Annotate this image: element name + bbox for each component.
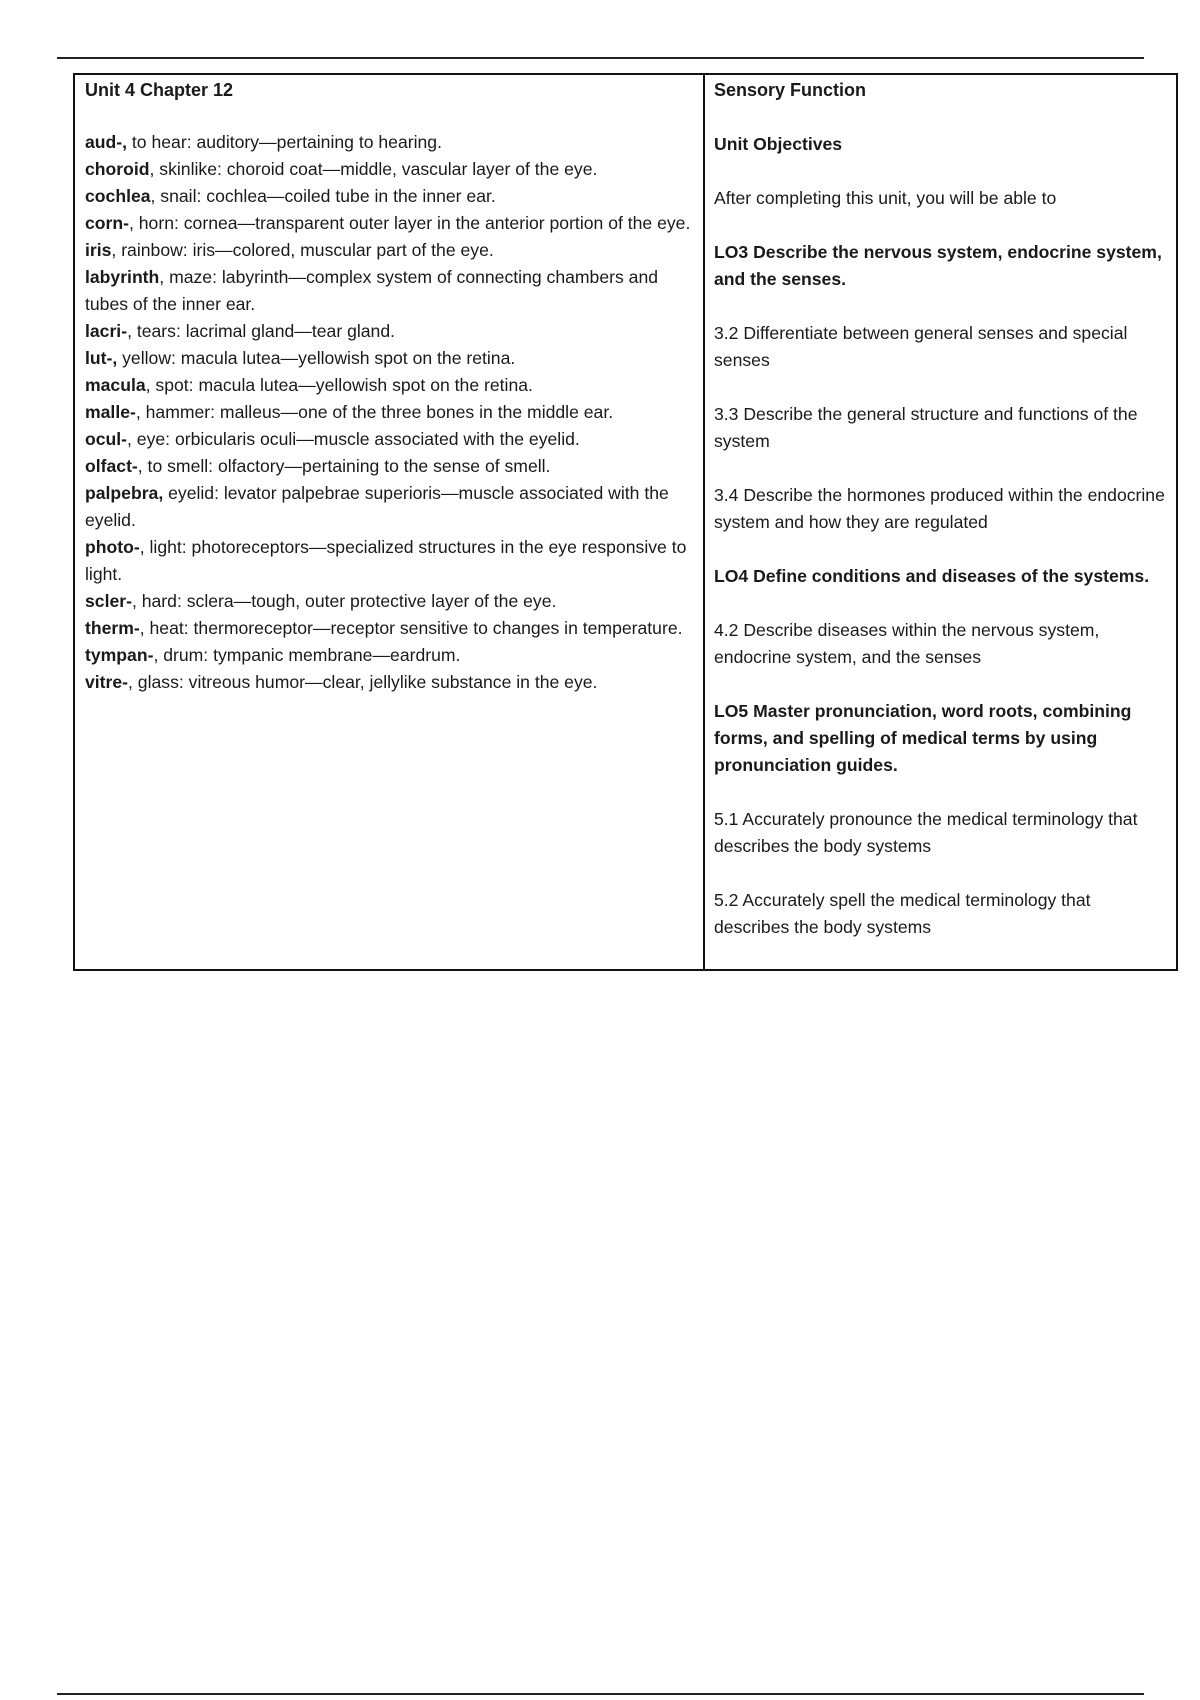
entry-definition: , eye: orbicularis oculi—muscle associated with the eyelid. xyxy=(127,429,580,449)
glossary-entry xyxy=(85,210,695,237)
entry-term: aud-, xyxy=(85,132,128,152)
glossary-list xyxy=(85,129,695,696)
footer-rule xyxy=(57,1693,1144,1695)
entry-term: corn- xyxy=(85,213,129,233)
entry-definition: , maze: labyrinth—complex system of connecting chambers and tubes of the inner ear. xyxy=(85,267,659,314)
glossary-entry xyxy=(85,372,695,399)
entry-definition: , to smell: olfactory—pertaining to the sense of smell. xyxy=(137,456,551,476)
entry-definition: to hear: auditory—pertaining to hearing. xyxy=(127,132,442,152)
glossary-entry xyxy=(85,264,695,318)
glossary-entry xyxy=(85,129,695,156)
glossary-entry xyxy=(85,642,695,669)
objective-4-2: 4.2 Describe diseases within the nervous system, endocrine system, and the senses xyxy=(714,620,1100,667)
entry-term: ocul- xyxy=(85,429,128,449)
entry-term: macula xyxy=(85,375,146,395)
glossary-entry xyxy=(85,615,695,642)
glossary-entry xyxy=(85,534,695,588)
glossary-entry xyxy=(85,426,695,453)
objectives-heading: Unit Objectives xyxy=(714,134,843,154)
entry-definition: , hard: sclera—tough, outer protective layer of the eye. xyxy=(131,591,557,611)
entry-definition: eyelid: levator palpebrae superioris—muscle associated with the eyelid. xyxy=(85,483,669,530)
objective-3-3: 3.3 Describe the general structure and functions of the system xyxy=(714,404,1138,451)
glossary-entry xyxy=(85,156,695,183)
entry-term: choroid xyxy=(85,159,150,179)
entry-term: labyrinth xyxy=(85,267,160,287)
entry-definition: , snail: cochlea—coiled tube in the inner ear. xyxy=(150,186,496,206)
entry-term: therm- xyxy=(85,618,140,638)
learning-outcome-lo5: LO5 Master pronunciation, word roots, combining forms, and spelling of medical terms by using pronunciation guides. xyxy=(714,701,1132,775)
objective-5-1: 5.1 Accurately pronounce the medical terminology that describes the body systems xyxy=(714,809,1138,856)
glossary-entry xyxy=(85,669,695,696)
entry-definition: yellow: macula lutea—yellowish spot on the retina. xyxy=(117,348,516,368)
chapter-title: Unit 4 Chapter 12 xyxy=(85,80,234,100)
entry-term: lut-, xyxy=(85,348,118,368)
objective-5-2: 5.2 Accurately spell the medical terminology that describes the body systems xyxy=(714,890,1091,937)
objectives-column xyxy=(705,75,1176,969)
entry-definition: , drum: tympanic membrane—eardrum. xyxy=(153,645,461,665)
glossary-entry xyxy=(85,480,695,534)
entry-definition: , spot: macula lutea—yellowish spot on the retina. xyxy=(145,375,533,395)
entry-term: malle- xyxy=(85,402,136,422)
entry-term: vitre- xyxy=(85,672,129,692)
entry-definition: , hammer: malleus—one of the three bones in the middle ear. xyxy=(135,402,614,422)
entry-definition: , glass: vitreous humor—clear, jellylike substance in the eye. xyxy=(128,672,598,692)
entry-definition: , skinlike: choroid coat—middle, vascular layer of the eye. xyxy=(149,159,598,179)
entry-term: lacri- xyxy=(85,321,128,341)
glossary-entry xyxy=(85,318,695,345)
entry-definition: , horn: cornea—transparent outer layer in the anterior portion of the eye. xyxy=(128,213,691,233)
learning-outcome-lo3: LO3 Describe the nervous system, endocrine system, and the senses. xyxy=(714,242,1162,289)
entry-definition: , heat: thermoreceptor—receptor sensitive to changes in temperature. xyxy=(139,618,683,638)
objective-3-2: 3.2 Differentiate between general senses and special senses xyxy=(714,323,1128,370)
entry-term: olfact- xyxy=(85,456,138,476)
glossary-column xyxy=(75,75,705,969)
entry-term: palpebra, xyxy=(85,483,164,503)
objective-3-4: 3.4 Describe the hormones produced within the endocrine system and how they are regulated xyxy=(714,485,1165,532)
entry-term: scler- xyxy=(85,591,132,611)
glossary-entry xyxy=(85,453,695,480)
entry-term: tympan- xyxy=(85,645,154,665)
entry-definition: , light: photoreceptors—specialized structures in the eye responsive to light. xyxy=(85,537,687,584)
entry-term: iris xyxy=(85,240,112,260)
header-rule xyxy=(57,57,1144,59)
glossary-entry xyxy=(85,345,695,372)
glossary-entry xyxy=(85,588,695,615)
entry-term: photo- xyxy=(85,537,140,557)
entry-term: cochlea xyxy=(85,186,151,206)
section-title: Sensory Function xyxy=(714,80,867,100)
glossary-entry xyxy=(85,237,695,264)
entry-definition: , rainbow: iris—colored, muscular part of the eye. xyxy=(111,240,494,260)
glossary-entry xyxy=(85,399,695,426)
content-table xyxy=(73,73,1178,971)
learning-outcome-lo4: LO4 Define conditions and diseases of the systems. xyxy=(714,566,1150,586)
glossary-entry xyxy=(85,183,695,210)
entry-definition: , tears: lacrimal gland—tear gland. xyxy=(127,321,396,341)
objectives-intro: After completing this unit, you will be able to xyxy=(714,188,1057,208)
